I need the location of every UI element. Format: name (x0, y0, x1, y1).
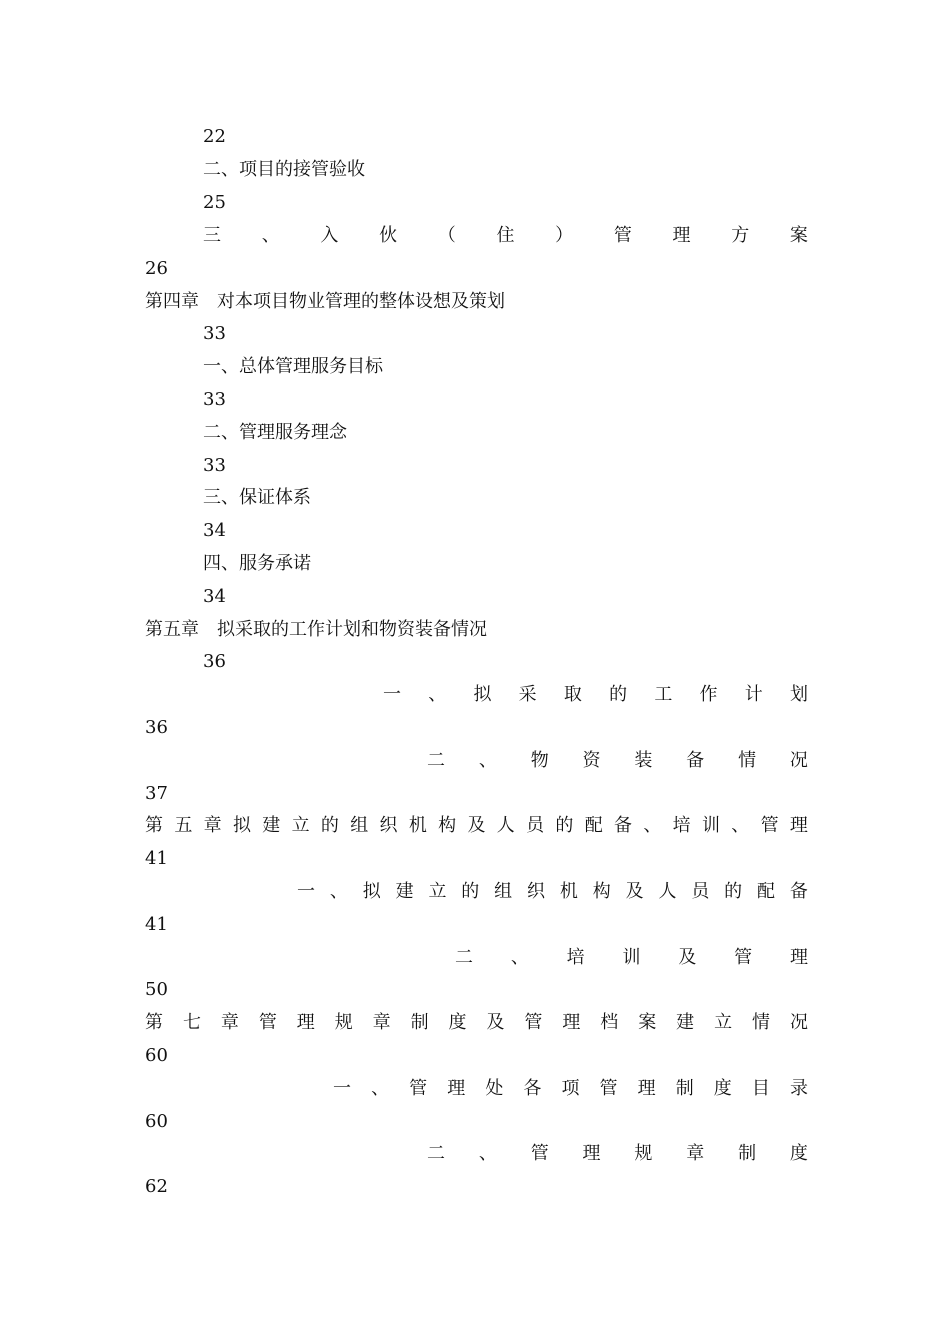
toc-page-number: 33 (203, 389, 226, 410)
toc-glyph: 建 (262, 815, 281, 836)
toc-glyph: 理 (637, 1078, 656, 1099)
toc-glyph: 情 (738, 750, 757, 771)
toc-glyph: 、 (643, 815, 662, 836)
toc-glyph: 度 (713, 1078, 732, 1099)
toc-glyph: 规 (634, 1143, 653, 1164)
toc-glyph: 工 (654, 684, 673, 705)
toc-glyph: 、 (478, 750, 497, 771)
toc-entry-justified (427, 749, 808, 773)
toc-glyph: ） (555, 225, 574, 246)
toc-glyph: 配 (757, 881, 776, 902)
toc-entry-justified (203, 224, 808, 248)
toc-glyph: 项 (561, 1078, 580, 1099)
toc-glyph: 规 (334, 1012, 353, 1033)
toc-glyph: 情 (752, 1012, 770, 1033)
toc-glyph: 构 (438, 815, 457, 836)
toc-glyph: 培 (672, 815, 691, 836)
toc-page-number: 41 (145, 914, 168, 935)
toc-glyph: 管 (524, 1012, 543, 1033)
toc-glyph: 方 (731, 225, 750, 246)
toc-glyph: 组 (350, 815, 369, 836)
toc-glyph: 采 (518, 684, 537, 705)
toc-glyph: 计 (744, 684, 763, 705)
toc-glyph: 各 (523, 1078, 542, 1099)
toc-glyph: 机 (559, 881, 578, 902)
toc-page-number: 34 (203, 586, 226, 607)
toc-glyph: （ (437, 225, 456, 246)
toc-glyph: 一 (383, 684, 401, 705)
toc-entry-justified (427, 1142, 808, 1166)
toc-glyph: 度 (789, 1143, 808, 1164)
toc-glyph: 资 (582, 750, 601, 771)
toc-glyph: 训 (622, 947, 641, 968)
toc-page-number: 22 (203, 126, 226, 147)
toc-glyph: 二 (427, 1143, 445, 1164)
toc-glyph: 、 (371, 1078, 390, 1099)
toc-glyph: 及 (678, 947, 697, 968)
toc-glyph: 档 (600, 1012, 619, 1033)
toc-glyph: 配 (584, 815, 603, 836)
toc-glyph: 七 (182, 1012, 201, 1033)
toc-glyph: 、 (731, 815, 750, 836)
toc-glyph: 建 (676, 1012, 695, 1033)
toc-glyph: 度 (448, 1012, 467, 1033)
toc-glyph: 织 (379, 815, 398, 836)
toc-entry: 二、项目的接管验收 (203, 159, 365, 180)
toc-glyph: 管 (258, 1012, 277, 1033)
toc-glyph: 管 (760, 815, 779, 836)
toc-glyph: 第 (145, 1012, 163, 1033)
toc-glyph: 章 (686, 1143, 705, 1164)
toc-page-number: 62 (145, 1176, 168, 1197)
toc-glyph: 制 (410, 1012, 429, 1033)
toc-glyph: 章 (220, 1012, 239, 1033)
toc-glyph: 的 (724, 881, 743, 902)
toc-glyph: 装 (634, 750, 653, 771)
toc-glyph: 取 (563, 684, 582, 705)
toc-entry: 一、总体管理服务目标 (203, 356, 383, 377)
toc-glyph: 理 (447, 1078, 466, 1099)
toc-entry-justified (383, 683, 808, 707)
toc-page-number: 33 (203, 323, 226, 344)
toc-glyph: 人 (496, 815, 515, 836)
toc-glyph: 案 (789, 225, 808, 246)
toc-glyph: 五 (174, 815, 193, 836)
toc-glyph: 处 (485, 1078, 504, 1099)
toc-glyph: 织 (527, 881, 546, 902)
toc-glyph: 及 (467, 815, 486, 836)
toc-glyph: 第 (145, 815, 163, 836)
toc-page-number: 60 (145, 1045, 168, 1066)
toc-glyph: 、 (428, 684, 447, 705)
toc-page-number: 37 (145, 783, 168, 804)
toc-glyph: 理 (582, 1143, 601, 1164)
toc-glyph: 的 (555, 815, 574, 836)
toc-glyph: 况 (789, 750, 808, 771)
toc-glyph: 二 (427, 750, 445, 771)
toc-page-number: 33 (203, 455, 226, 476)
toc-glyph: 管 (409, 1078, 428, 1099)
toc-page-number: 36 (145, 717, 168, 738)
toc-page-number: 25 (203, 192, 226, 213)
toc-glyph: 构 (592, 881, 611, 902)
toc-glyph: 建 (395, 881, 414, 902)
toc-page-number: 50 (145, 979, 168, 1000)
toc-glyph: 立 (428, 881, 447, 902)
toc-glyph: 管 (613, 225, 632, 246)
toc-glyph: 训 (701, 815, 720, 836)
toc-page-number: 36 (203, 651, 226, 672)
toc-glyph: 备 (789, 881, 808, 902)
toc-glyph: 组 (494, 881, 513, 902)
toc-glyph: 立 (714, 1012, 733, 1033)
toc-glyph: 及 (625, 881, 644, 902)
toc-glyph: 管 (530, 1143, 549, 1164)
toc-glyph: 立 (291, 815, 310, 836)
toc-entry-justified (297, 880, 808, 904)
toc-glyph: 一 (333, 1078, 351, 1099)
toc-glyph: 的 (609, 684, 628, 705)
toc-glyph: 的 (320, 815, 339, 836)
toc-entry: 四、服务承诺 (203, 553, 311, 574)
toc-entry: 二、管理服务理念 (203, 422, 347, 443)
toc-glyph: 、 (510, 947, 529, 968)
toc-glyph: 录 (789, 1078, 808, 1099)
toc-glyph: 三 (203, 225, 221, 246)
toc-glyph: 拟 (473, 684, 492, 705)
toc-glyph: 制 (738, 1143, 757, 1164)
toc-chapter-heading-justified (145, 814, 808, 838)
toc-glyph: 员 (691, 881, 710, 902)
toc-glyph: 备 (614, 815, 632, 836)
toc-glyph: 制 (675, 1078, 694, 1099)
toc-glyph: 伙 (379, 225, 398, 246)
toc-glyph: 备 (686, 750, 705, 771)
toc-page-number: 41 (145, 848, 168, 869)
toc-glyph: 理 (789, 947, 808, 968)
toc-chapter-heading: 第四章 对本项目物业管理的整体设想及策划 (145, 291, 505, 312)
toc-glyph: 章 (372, 1012, 391, 1033)
toc-glyph: 况 (789, 1012, 808, 1033)
toc-glyph: 员 (526, 815, 545, 836)
toc-glyph: 的 (461, 881, 480, 902)
toc-entry-justified (455, 946, 808, 970)
toc-page-number: 34 (203, 520, 226, 541)
toc-glyph: 拟 (232, 815, 251, 836)
toc-glyph: 管 (734, 947, 753, 968)
toc-glyph: 培 (566, 947, 585, 968)
toc-glyph: 住 (496, 225, 515, 246)
toc-glyph: 拟 (362, 881, 381, 902)
toc-glyph: 划 (789, 684, 808, 705)
toc-glyph: 理 (789, 815, 808, 836)
toc-glyph: 二 (455, 947, 473, 968)
toc-glyph: 、 (478, 1143, 497, 1164)
toc-entry-justified (333, 1077, 808, 1101)
toc-glyph: 目 (751, 1078, 770, 1099)
toc-glyph: 入 (320, 225, 339, 246)
toc-glyph: 理 (672, 225, 691, 246)
toc-entry: 三、保证体系 (203, 487, 311, 508)
toc-glyph: 人 (658, 881, 677, 902)
toc-glyph: 、 (261, 225, 280, 246)
toc-chapter-heading: 第五章 拟采取的工作计划和物资装备情况 (145, 619, 487, 640)
toc-chapter-heading-justified (145, 1011, 808, 1035)
toc-glyph: 管 (599, 1078, 618, 1099)
toc-glyph: 一 (297, 881, 315, 902)
toc-glyph: 案 (638, 1012, 657, 1033)
toc-glyph: 及 (486, 1012, 505, 1033)
toc-glyph: 理 (296, 1012, 315, 1033)
toc-glyph: 机 (408, 815, 427, 836)
toc-glyph: 作 (699, 684, 718, 705)
toc-glyph: 理 (562, 1012, 581, 1033)
toc-page-number: 60 (145, 1111, 168, 1132)
toc-glyph: 物 (530, 750, 549, 771)
toc-page-number: 26 (145, 258, 168, 279)
toc-glyph: 、 (329, 881, 348, 902)
toc-glyph: 章 (203, 815, 222, 836)
